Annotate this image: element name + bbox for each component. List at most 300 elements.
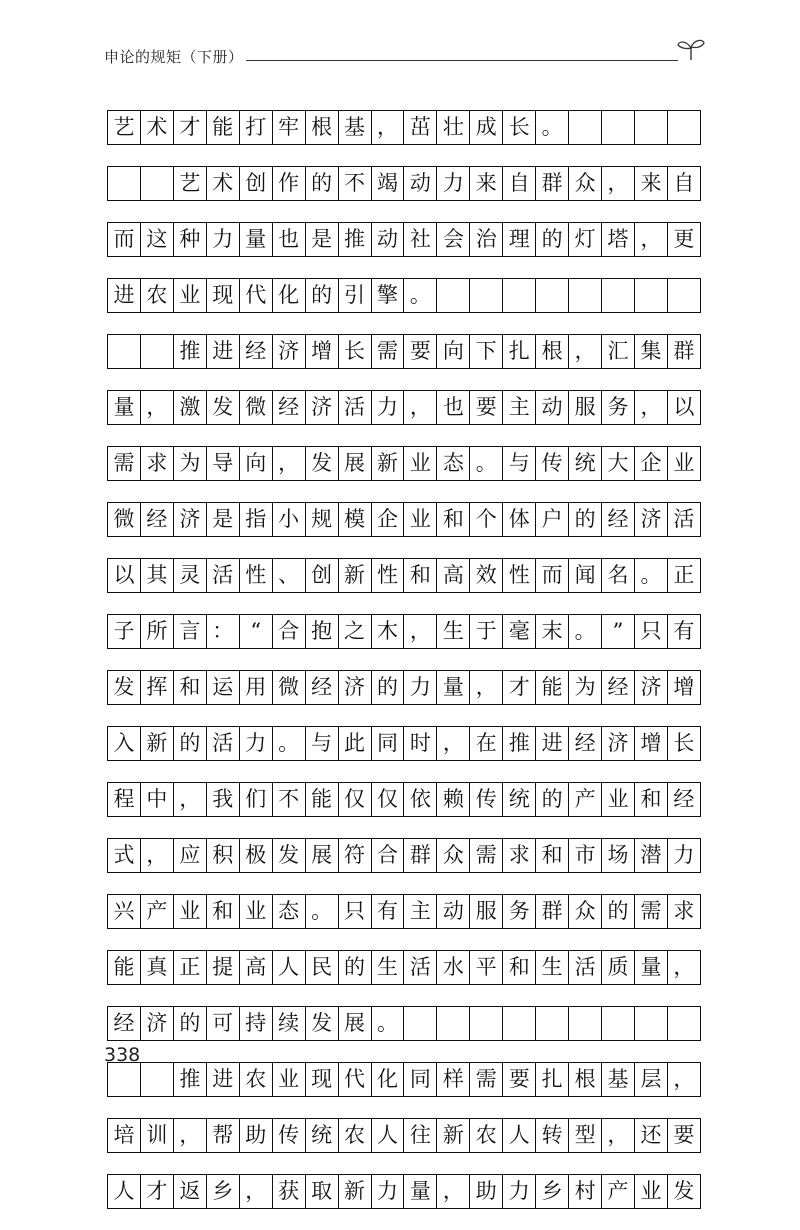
grid-cell: 众 (569, 167, 602, 200)
grid-cell (108, 335, 141, 368)
grid-cell: 业 (174, 895, 207, 928)
grid-cell: 的 (602, 895, 635, 928)
manuscript-row (107, 558, 701, 593)
grid-cell (108, 1063, 141, 1096)
grid-cell: 灯 (569, 223, 602, 256)
grid-cell: 汇 (602, 335, 635, 368)
grid-cell: 才 (174, 111, 207, 144)
grid-cell: 经 (306, 671, 339, 704)
manuscript-row (107, 110, 701, 145)
grid-cell: ， (602, 1119, 635, 1152)
grid-cell (108, 167, 141, 200)
grid-cell: 要 (404, 335, 437, 368)
grid-cell: 济 (635, 503, 668, 536)
grid-cell: 赖 (437, 783, 470, 816)
grid-cell: 向 (437, 335, 470, 368)
grid-cell: 只 (339, 895, 372, 928)
grid-cell: 打 (240, 111, 273, 144)
manuscript-row (107, 950, 701, 985)
grid-cell: 动 (372, 223, 405, 256)
grid-cell: 进 (207, 335, 240, 368)
grid-cell (569, 111, 602, 144)
grid-cell: 这 (141, 223, 174, 256)
grid-cell: 主 (503, 391, 536, 424)
grid-cell: 根 (306, 111, 339, 144)
manuscript-row (107, 446, 701, 481)
grid-cell: 发 (306, 447, 339, 480)
grid-cell: 经 (602, 671, 635, 704)
grid-cell: 统 (569, 447, 602, 480)
grid-cell: ， (404, 615, 437, 648)
grid-cell (668, 279, 701, 312)
manuscript-row (107, 278, 701, 313)
grid-cell: 经 (273, 391, 306, 424)
grid-cell (569, 1007, 602, 1040)
grid-cell: ， (602, 167, 635, 200)
grid-cell: 指 (240, 503, 273, 536)
grid-cell: 质 (602, 951, 635, 984)
grid-cell: 民 (306, 951, 339, 984)
grid-cell (635, 1007, 668, 1040)
manuscript-row (107, 502, 701, 537)
grid-cell: 挥 (141, 671, 174, 704)
grid-cell: 济 (306, 391, 339, 424)
grid-cell: 以 (668, 391, 701, 424)
grid-cell: 群 (536, 895, 569, 928)
grid-cell: 培 (108, 1119, 141, 1152)
grid-cell: 微 (273, 671, 306, 704)
manuscript-row (107, 1174, 701, 1209)
grid-cell: 入 (108, 727, 141, 760)
grid-cell: 茁 (404, 111, 437, 144)
grid-cell: ， (372, 111, 405, 144)
grid-cell: 不 (339, 167, 372, 200)
grid-cell: 层 (635, 1063, 668, 1096)
grid-cell: 是 (207, 503, 240, 536)
grid-cell: 进 (536, 727, 569, 760)
grid-cell: ， (404, 391, 437, 424)
grid-cell: 正 (174, 951, 207, 984)
grid-cell: ， (273, 447, 306, 480)
grid-cell: 长 (668, 727, 701, 760)
grid-cell: 积 (207, 839, 240, 872)
grid-cell: 的 (569, 503, 602, 536)
grid-cell: 能 (108, 951, 141, 984)
grid-cell: 而 (108, 223, 141, 256)
grid-cell: 人 (273, 951, 306, 984)
grid-cell: 量 (108, 391, 141, 424)
grid-cell: 求 (503, 839, 536, 872)
grid-cell: 根 (569, 1063, 602, 1096)
manuscript-row (107, 782, 701, 817)
grid-cell: 业 (668, 447, 701, 480)
grid-cell: 小 (273, 503, 306, 536)
grid-cell: 业 (240, 895, 273, 928)
grid-cell: 发 (306, 1007, 339, 1040)
grid-cell: 场 (602, 839, 635, 872)
grid-cell: 济 (141, 1007, 174, 1040)
grid-cell: 农 (240, 1063, 273, 1096)
grid-cell: 动 (437, 895, 470, 928)
grid-cell: 才 (503, 671, 536, 704)
grid-cell: 服 (569, 391, 602, 424)
grid-cell: 产 (569, 783, 602, 816)
grid-cell: 往 (404, 1119, 437, 1152)
grid-cell: 性 (503, 559, 536, 592)
grid-cell: 需 (470, 1063, 503, 1096)
grid-cell: 动 (404, 167, 437, 200)
grid-cell: 高 (437, 559, 470, 592)
grid-cell: 仅 (339, 783, 372, 816)
grid-cell: ， (174, 1119, 207, 1152)
grid-cell: 术 (207, 167, 240, 200)
grid-cell: 也 (437, 391, 470, 424)
grid-cell: 转 (536, 1119, 569, 1152)
sprout-icon (676, 36, 706, 62)
grid-cell: 来 (470, 167, 503, 200)
grid-cell: 新 (372, 447, 405, 480)
manuscript-row (107, 334, 701, 369)
grid-cell: ， (569, 335, 602, 368)
grid-cell: 活 (339, 391, 372, 424)
grid-cell: 扎 (503, 335, 536, 368)
grid-cell: 济 (602, 727, 635, 760)
grid-cell: 发 (273, 839, 306, 872)
grid-cell: 返 (174, 1175, 207, 1208)
grid-cell: 力 (372, 1175, 405, 1208)
grid-cell: 用 (240, 671, 273, 704)
grid-cell (602, 1007, 635, 1040)
grid-cell: 济 (273, 335, 306, 368)
grid-cell: 济 (174, 503, 207, 536)
grid-cell: 务 (602, 391, 635, 424)
grid-cell: 程 (108, 783, 141, 816)
grid-cell: 群 (404, 839, 437, 872)
grid-cell: 活 (207, 727, 240, 760)
grid-cell: 灵 (174, 559, 207, 592)
grid-cell: 展 (306, 839, 339, 872)
grid-cell: 取 (306, 1175, 339, 1208)
grid-cell: 经 (240, 335, 273, 368)
grid-cell: 性 (240, 559, 273, 592)
grid-cell: 的 (372, 671, 405, 704)
grid-cell: 壮 (437, 111, 470, 144)
page-number: 338 (104, 1044, 141, 1066)
grid-cell: 长 (503, 111, 536, 144)
grid-cell: 。 (635, 559, 668, 592)
grid-cell: 扎 (536, 1063, 569, 1096)
grid-cell: 合 (273, 615, 306, 648)
manuscript-row (107, 166, 701, 201)
grid-cell: 是 (306, 223, 339, 256)
grid-cell: 能 (536, 671, 569, 704)
grid-cell: 高 (240, 951, 273, 984)
grid-cell: 创 (306, 559, 339, 592)
grid-cell (141, 335, 174, 368)
manuscript-row (107, 1006, 701, 1041)
grid-cell (635, 111, 668, 144)
grid-cell: 的 (536, 783, 569, 816)
grid-cell: 要 (668, 1119, 701, 1152)
grid-cell: 还 (635, 1119, 668, 1152)
grid-cell: 新 (339, 1175, 372, 1208)
grid-cell: 水 (437, 951, 470, 984)
grid-cell: 统 (503, 783, 536, 816)
grid-cell: 经 (141, 503, 174, 536)
grid-cell: 力 (437, 167, 470, 200)
grid-cell: 助 (470, 1175, 503, 1208)
grid-cell: 才 (141, 1175, 174, 1208)
grid-cell: 推 (503, 727, 536, 760)
grid-cell: 之 (339, 615, 372, 648)
grid-cell: 人 (503, 1119, 536, 1152)
grid-cell: 子 (108, 615, 141, 648)
grid-cell: 传 (536, 447, 569, 480)
manuscript-row (107, 390, 701, 425)
grid-cell: 训 (141, 1119, 174, 1152)
grid-cell: 的 (536, 223, 569, 256)
grid-cell: 乡 (207, 1175, 240, 1208)
grid-cell: 自 (668, 167, 701, 200)
grid-cell: 展 (339, 447, 372, 480)
grid-cell: 众 (569, 895, 602, 928)
grid-cell: 极 (240, 839, 273, 872)
grid-cell: 求 (668, 895, 701, 928)
grid-cell: 。 (273, 727, 306, 760)
grid-cell: 的 (174, 1007, 207, 1040)
grid-cell: 平 (470, 951, 503, 984)
grid-cell (470, 279, 503, 312)
grid-cell: 末 (536, 615, 569, 648)
grid-cell: 有 (668, 615, 701, 648)
grid-cell: 也 (273, 223, 306, 256)
grid-cell: 和 (536, 839, 569, 872)
grid-cell: 。 (306, 895, 339, 928)
grid-cell: 自 (503, 167, 536, 200)
grid-cell: 兴 (108, 895, 141, 928)
grid-cell: 态 (437, 447, 470, 480)
manuscript-row (107, 726, 701, 761)
grid-cell: ， (668, 951, 701, 984)
grid-cell: 基 (339, 111, 372, 144)
grid-cell: “ (240, 615, 273, 648)
grid-cell: 式 (108, 839, 141, 872)
grid-cell: 导 (207, 447, 240, 480)
grid-cell: 名 (602, 559, 635, 592)
grid-cell: 主 (404, 895, 437, 928)
grid-cell: 社 (404, 223, 437, 256)
grid-cell: 经 (108, 1007, 141, 1040)
grid-cell: 集 (635, 335, 668, 368)
grid-cell: 们 (240, 783, 273, 816)
grid-cell: 合 (372, 839, 405, 872)
grid-cell (141, 1063, 174, 1096)
grid-cell: 动 (536, 391, 569, 424)
grid-cell: 力 (668, 839, 701, 872)
grid-cell: 牢 (273, 111, 306, 144)
grid-cell: 发 (207, 391, 240, 424)
grid-cell: 可 (207, 1007, 240, 1040)
grid-cell: 的 (174, 727, 207, 760)
grid-cell: 微 (240, 391, 273, 424)
grid-cell: 量 (437, 671, 470, 704)
grid-cell: 同 (404, 1063, 437, 1096)
grid-cell: 推 (174, 335, 207, 368)
grid-cell: 会 (437, 223, 470, 256)
grid-cell: 木 (372, 615, 405, 648)
grid-cell: 与 (306, 727, 339, 760)
grid-cell: 力 (503, 1175, 536, 1208)
grid-cell: 增 (306, 335, 339, 368)
grid-cell: 依 (404, 783, 437, 816)
grid-cell: 微 (108, 503, 141, 536)
grid-cell: 人 (372, 1119, 405, 1152)
grid-cell: 业 (174, 279, 207, 312)
grid-cell: 获 (273, 1175, 306, 1208)
grid-cell: 、 (273, 559, 306, 592)
grid-cell: 下 (470, 335, 503, 368)
grid-cell: 力 (372, 391, 405, 424)
grid-cell: 。 (404, 279, 437, 312)
grid-cell: 规 (306, 503, 339, 536)
grid-cell: 量 (635, 951, 668, 984)
grid-cell: 大 (602, 447, 635, 480)
grid-cell: 更 (668, 223, 701, 256)
grid-cell: 体 (503, 503, 536, 536)
page-header (104, 46, 704, 74)
grid-cell: 和 (437, 503, 470, 536)
grid-cell: 长 (339, 335, 372, 368)
grid-cell: 个 (470, 503, 503, 536)
grid-cell: 基 (602, 1063, 635, 1096)
grid-cell: 创 (240, 167, 273, 200)
grid-cell: 业 (602, 783, 635, 816)
grid-cell (404, 1007, 437, 1040)
grid-cell: 毫 (503, 615, 536, 648)
grid-cell: 有 (372, 895, 405, 928)
manuscript-row (107, 222, 701, 257)
grid-cell: 作 (273, 167, 306, 200)
grid-cell: 务 (503, 895, 536, 928)
grid-cell: 持 (240, 1007, 273, 1040)
grid-cell: 活 (207, 559, 240, 592)
grid-cell: 业 (273, 1063, 306, 1096)
grid-cell: 乡 (536, 1175, 569, 1208)
grid-cell: 传 (273, 1119, 306, 1152)
grid-cell: 量 (404, 1175, 437, 1208)
grid-cell: 要 (503, 1063, 536, 1096)
grid-cell: 以 (108, 559, 141, 592)
grid-cell: 和 (503, 951, 536, 984)
manuscript-row (107, 894, 701, 929)
grid-cell: 经 (602, 503, 635, 536)
grid-cell: 效 (470, 559, 503, 592)
grid-cell: 现 (207, 279, 240, 312)
grid-cell: 应 (174, 839, 207, 872)
book-title: 申论的规矩（下册） (104, 48, 244, 66)
grid-cell: 正 (668, 559, 701, 592)
grid-cell: 时 (404, 727, 437, 760)
grid-cell: ， (635, 391, 668, 424)
grid-cell: 活 (569, 951, 602, 984)
grid-cell: 经 (569, 727, 602, 760)
grid-cell: ： (207, 615, 240, 648)
grid-cell: 农 (339, 1119, 372, 1152)
grid-cell: 为 (569, 671, 602, 704)
grid-cell: 。 (372, 1007, 405, 1040)
grid-cell: 塔 (602, 223, 635, 256)
grid-cell: 闻 (569, 559, 602, 592)
grid-cell: 统 (306, 1119, 339, 1152)
grid-cell: 众 (437, 839, 470, 872)
grid-cell: ” (602, 615, 635, 648)
grid-cell: 真 (141, 951, 174, 984)
grid-cell: 为 (174, 447, 207, 480)
grid-cell (668, 111, 701, 144)
grid-cell: 量 (240, 223, 273, 256)
grid-cell: 模 (339, 503, 372, 536)
grid-cell: 市 (569, 839, 602, 872)
grid-cell: 济 (339, 671, 372, 704)
grid-cell: ， (470, 671, 503, 704)
grid-cell: 和 (404, 559, 437, 592)
grid-cell: 户 (536, 503, 569, 536)
grid-cell: 而 (536, 559, 569, 592)
grid-cell: ， (437, 727, 470, 760)
grid-cell (503, 279, 536, 312)
grid-cell: 传 (470, 783, 503, 816)
grid-cell: 言 (174, 615, 207, 648)
grid-cell: 向 (240, 447, 273, 480)
grid-cell: 代 (339, 1063, 372, 1096)
grid-cell: 生 (372, 951, 405, 984)
grid-cell: 不 (273, 783, 306, 816)
grid-cell: 样 (437, 1063, 470, 1096)
grid-cell: 此 (339, 727, 372, 760)
grid-cell: 群 (668, 335, 701, 368)
grid-cell: 种 (174, 223, 207, 256)
grid-cell: ， (141, 391, 174, 424)
grid-cell: 仅 (372, 783, 405, 816)
grid-cell (635, 279, 668, 312)
grid-cell: 活 (668, 503, 701, 536)
grid-cell: 需 (108, 447, 141, 480)
grid-cell: 与 (503, 447, 536, 480)
grid-cell: 进 (108, 279, 141, 312)
grid-cell: 业 (635, 1175, 668, 1208)
manuscript-row (107, 838, 701, 873)
grid-cell: 和 (174, 671, 207, 704)
grid-cell: 农 (470, 1119, 503, 1152)
grid-cell (503, 1007, 536, 1040)
grid-cell: 发 (108, 671, 141, 704)
grid-cell (141, 167, 174, 200)
grid-cell: 理 (503, 223, 536, 256)
manuscript-row (107, 1118, 701, 1153)
grid-cell: 成 (470, 111, 503, 144)
grid-cell: 增 (635, 727, 668, 760)
grid-cell: 中 (141, 783, 174, 816)
grid-cell: 的 (339, 951, 372, 984)
grid-cell: 和 (635, 783, 668, 816)
manuscript-row (107, 1062, 701, 1097)
grid-cell: 所 (141, 615, 174, 648)
grid-cell: 我 (207, 783, 240, 816)
grid-cell: 进 (207, 1063, 240, 1096)
grid-cell: 性 (372, 559, 405, 592)
grid-cell: 经 (668, 783, 701, 816)
grid-cell: 抱 (306, 615, 339, 648)
